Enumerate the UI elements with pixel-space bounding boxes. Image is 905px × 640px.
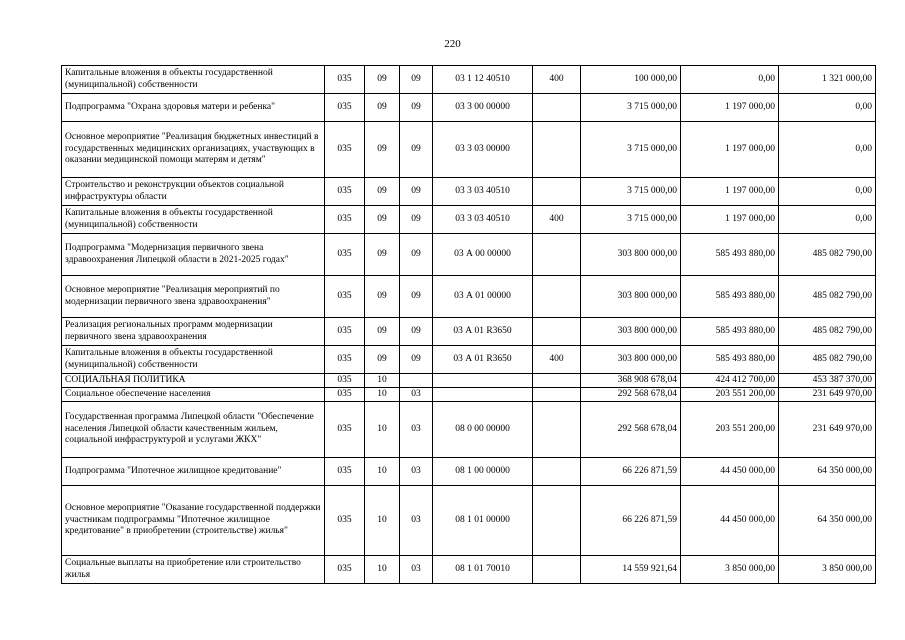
ved-cell: 035	[325, 458, 365, 486]
row-name: СОЦИАЛЬНАЯ ПОЛИТИКА	[62, 374, 325, 388]
sum1-cell: 303 800 000,00	[581, 318, 681, 346]
ved-cell: 035	[325, 94, 365, 122]
pr-cell: 03	[400, 388, 433, 402]
ved-cell: 035	[325, 346, 365, 374]
table-row	[62, 178, 876, 206]
rz-cell: 09	[365, 178, 400, 206]
sum1-cell: 14 559 921,64	[581, 556, 681, 584]
sum3-cell: 0,00	[779, 94, 876, 122]
row-name: Социальное обеспечение населения	[62, 388, 325, 402]
sum2-cell: 585 493 880,00	[681, 346, 779, 374]
rz-cell: 10	[365, 402, 400, 458]
vr-cell	[533, 486, 581, 556]
rz-cell: 10	[365, 486, 400, 556]
vr-cell: 400	[533, 206, 581, 234]
csr-cell: 03 3 00 00000	[433, 94, 533, 122]
ved-cell: 035	[325, 206, 365, 234]
rz-cell: 09	[365, 94, 400, 122]
table-row	[62, 458, 876, 486]
sum1-cell: 368 908 678,04	[581, 374, 681, 388]
pr-cell: 09	[400, 94, 433, 122]
table-row	[62, 66, 876, 94]
rz-cell: 10	[365, 374, 400, 388]
pr-cell: 09	[400, 178, 433, 206]
rz-cell: 09	[365, 122, 400, 178]
table-row	[62, 206, 876, 234]
row-name: Основное мероприятие "Оказание государственной поддержки участникам подпрограммы "Ипотечное жилищное кредитование" в приобретении (строительстве) жилья"	[62, 486, 325, 556]
sum3-cell: 231 649 970,00	[779, 402, 876, 458]
sum1-cell: 3 715 000,00	[581, 94, 681, 122]
row-name: Социальные выплаты на приобретение или строительство жилья	[62, 556, 325, 584]
csr-cell: 08 0 00 00000	[433, 402, 533, 458]
table-row	[62, 94, 876, 122]
rz-cell: 09	[365, 206, 400, 234]
rz-cell: 09	[365, 318, 400, 346]
sum2-cell: 1 197 000,00	[681, 178, 779, 206]
sum2-cell: 1 197 000,00	[681, 94, 779, 122]
sum1-cell: 292 568 678,04	[581, 402, 681, 458]
csr-cell: 03 3 03 00000	[433, 122, 533, 178]
pr-cell: 09	[400, 66, 433, 94]
sum3-cell: 485 082 790,00	[779, 318, 876, 346]
csr-cell: 08 1 00 00000	[433, 458, 533, 486]
vr-cell	[533, 402, 581, 458]
sum3-cell: 0,00	[779, 122, 876, 178]
sum2-cell: 1 197 000,00	[681, 122, 779, 178]
sum3-cell: 485 082 790,00	[779, 346, 876, 374]
sum3-cell: 64 350 000,00	[779, 458, 876, 486]
sum3-cell: 485 082 790,00	[779, 234, 876, 276]
table-row	[62, 388, 876, 402]
pr-cell: 03	[400, 486, 433, 556]
row-name: Государственная программа Липецкой области "Обеспечение населения Липецкой области качественным жильем, социальной инфраструктурой и услугами ЖКХ"	[62, 402, 325, 458]
vr-cell: 400	[533, 66, 581, 94]
sum2-cell: 585 493 880,00	[681, 318, 779, 346]
csr-cell: 08 1 01 70010	[433, 556, 533, 584]
sum1-cell: 66 226 871,59	[581, 458, 681, 486]
sum2-cell: 44 450 000,00	[681, 486, 779, 556]
rz-cell: 09	[365, 66, 400, 94]
ved-cell: 035	[325, 402, 365, 458]
pr-cell: 09	[400, 318, 433, 346]
sum3-cell: 1 321 000,00	[779, 66, 876, 94]
vr-cell	[533, 234, 581, 276]
sum2-cell: 585 493 880,00	[681, 276, 779, 318]
budget-table	[61, 65, 876, 584]
sum1-cell: 303 800 000,00	[581, 346, 681, 374]
rz-cell: 09	[365, 346, 400, 374]
sum3-cell: 3 850 000,00	[779, 556, 876, 584]
row-name: Реализация региональных программ модернизации первичного звена здравоохранения	[62, 318, 325, 346]
vr-cell	[533, 374, 581, 388]
sum3-cell: 0,00	[779, 206, 876, 234]
table-row	[62, 234, 876, 276]
csr-cell	[433, 374, 533, 388]
csr-cell: 03 А 00 00000	[433, 234, 533, 276]
row-name: Основное мероприятие "Реализация мероприятий по модернизации первичного звена здравоохранения"	[62, 276, 325, 318]
sum3-cell: 485 082 790,00	[779, 276, 876, 318]
ved-cell: 035	[325, 276, 365, 318]
sum1-cell: 303 800 000,00	[581, 276, 681, 318]
table-row	[62, 122, 876, 178]
sum2-cell: 1 197 000,00	[681, 206, 779, 234]
table-row	[62, 486, 876, 556]
sum1-cell: 3 715 000,00	[581, 178, 681, 206]
pr-cell: 09	[400, 122, 433, 178]
sum3-cell: 231 649 970,00	[779, 388, 876, 402]
row-name: Капитальные вложения в объекты государственной (муниципальной) собственности	[62, 346, 325, 374]
vr-cell	[533, 556, 581, 584]
csr-cell: 03 А 01 R3650	[433, 346, 533, 374]
rz-cell: 10	[365, 388, 400, 402]
sum2-cell: 0,00	[681, 66, 779, 94]
rz-cell: 10	[365, 556, 400, 584]
ved-cell: 035	[325, 556, 365, 584]
vr-cell: 400	[533, 346, 581, 374]
vr-cell	[533, 122, 581, 178]
sum1-cell: 66 226 871,59	[581, 486, 681, 556]
pr-cell: 03	[400, 402, 433, 458]
page-number: 220	[444, 38, 461, 50]
pr-cell: 09	[400, 346, 433, 374]
csr-cell: 03 3 03 40510	[433, 206, 533, 234]
pr-cell: 03	[400, 458, 433, 486]
sum3-cell: 64 350 000,00	[779, 486, 876, 556]
vr-cell	[533, 458, 581, 486]
rz-cell: 09	[365, 234, 400, 276]
sum1-cell: 303 800 000,00	[581, 234, 681, 276]
sum2-cell: 3 850 000,00	[681, 556, 779, 584]
ved-cell: 035	[325, 178, 365, 206]
ved-cell: 035	[325, 318, 365, 346]
ved-cell: 035	[325, 486, 365, 556]
pr-cell: 03	[400, 556, 433, 584]
ved-cell: 035	[325, 388, 365, 402]
sum2-cell: 203 551 200,00	[681, 402, 779, 458]
ved-cell: 035	[325, 234, 365, 276]
vr-cell	[533, 276, 581, 318]
ved-cell: 035	[325, 122, 365, 178]
row-name: Капитальные вложения в объекты государственной (муниципальной) собственности	[62, 66, 325, 94]
ved-cell: 035	[325, 374, 365, 388]
pr-cell: 09	[400, 206, 433, 234]
csr-cell: 03 А 01 R3650	[433, 318, 533, 346]
sum1-cell: 100 000,00	[581, 66, 681, 94]
vr-cell	[533, 94, 581, 122]
sum1-cell: 292 568 678,04	[581, 388, 681, 402]
row-name: Подпрограмма "Модернизация первичного звена здравоохранения Липецкой области в 2021-2025 годах"	[62, 234, 325, 276]
sum2-cell: 424 412 700,00	[681, 374, 779, 388]
vr-cell	[533, 178, 581, 206]
vr-cell	[533, 388, 581, 402]
sum2-cell: 585 493 880,00	[681, 234, 779, 276]
table-row	[62, 346, 876, 374]
ved-cell: 035	[325, 66, 365, 94]
rz-cell: 10	[365, 458, 400, 486]
sum3-cell: 0,00	[779, 178, 876, 206]
csr-cell: 03 3 03 40510	[433, 178, 533, 206]
row-name: Основное мероприятие "Реализация бюджетных инвестиций в государственных медицинских организациях, участвующих в оказании медицинской помощи матерям и детям"	[62, 122, 325, 178]
row-name: Подпрограмма "Охрана здоровья матери и ребенка"	[62, 94, 325, 122]
sum1-cell: 3 715 000,00	[581, 206, 681, 234]
sum2-cell: 44 450 000,00	[681, 458, 779, 486]
pr-cell: 09	[400, 276, 433, 318]
sum1-cell: 3 715 000,00	[581, 122, 681, 178]
pr-cell	[400, 374, 433, 388]
table-row	[62, 556, 876, 584]
row-name: Капитальные вложения в объекты государственной (муниципальной) собственности	[62, 206, 325, 234]
table-row	[62, 318, 876, 346]
vr-cell	[533, 318, 581, 346]
table-row	[62, 374, 876, 388]
table-row	[62, 276, 876, 318]
csr-cell	[433, 388, 533, 402]
csr-cell: 03 1 12 40510	[433, 66, 533, 94]
row-name: Строительство и реконструкции объектов социальной инфраструктуры области	[62, 178, 325, 206]
row-name: Подпрограмма "Ипотечное жилищное кредитование"	[62, 458, 325, 486]
csr-cell: 03 А 01 00000	[433, 276, 533, 318]
table-row	[62, 402, 876, 458]
sum3-cell: 453 387 370,00	[779, 374, 876, 388]
rz-cell: 09	[365, 276, 400, 318]
sum2-cell: 203 551 200,00	[681, 388, 779, 402]
csr-cell: 08 1 01 00000	[433, 486, 533, 556]
pr-cell: 09	[400, 234, 433, 276]
